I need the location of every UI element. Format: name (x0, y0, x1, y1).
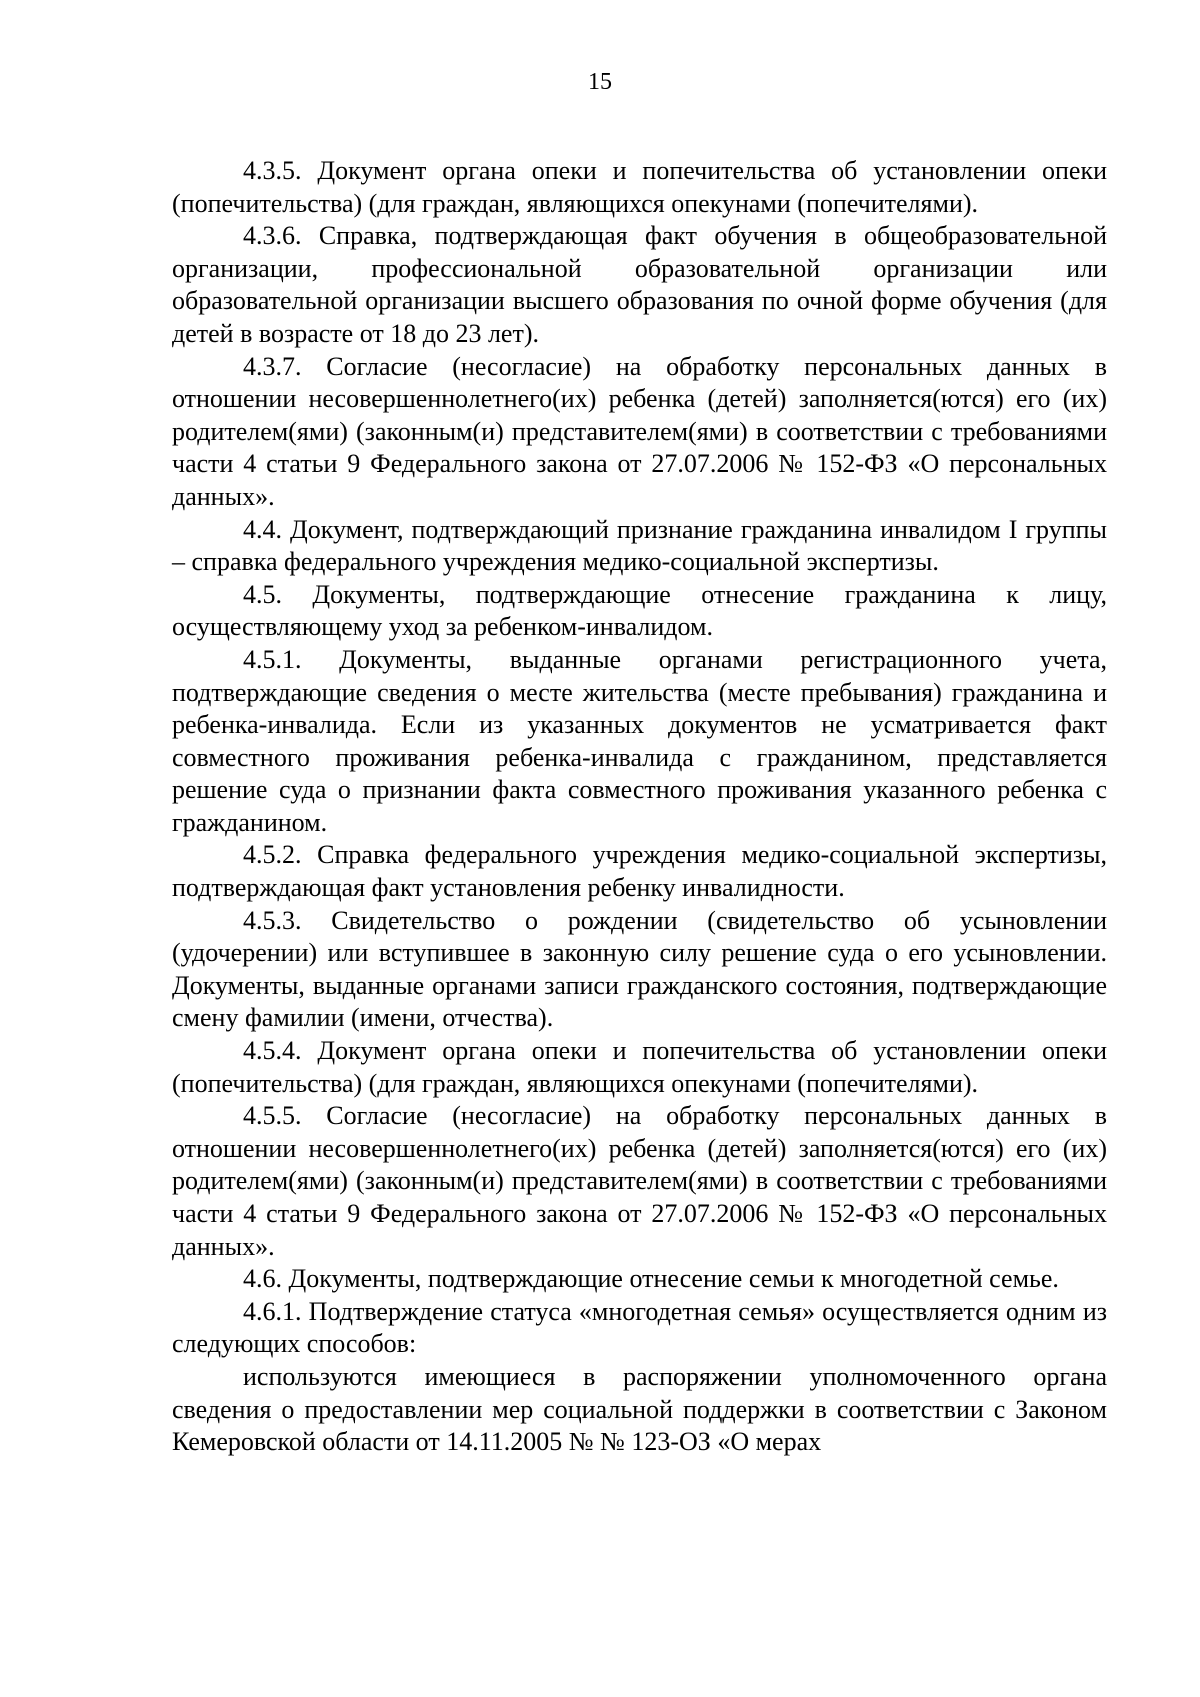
page-number: 15 (588, 69, 612, 95)
paragraph-method-1: используются имеющиеся в распоряжении уполномоченного органа сведения о предоставлении мер социальной поддержки в соответствии с Законом Кемеровской области от 14.11.2005 № № 123-ОЗ «О мерах (172, 1361, 1107, 1457)
paragraph-4-5-2: 4.5.2. Справка федерального учреждения медико-социальной экспертизы, подтверждающая факт установления ребенку инвалидности. (172, 840, 1107, 903)
paragraph-4-5-5: 4.5.5. Согласие (несогласие) на обработку персональных данных в отношении несовершеннолетнего(их) ребенка (детей) заполняется(ются) его (их) родителем(ями) (законным(и) представителем(ями) в соответствии с требованиями части 4 статьи 9 Федерального закона от 27.07.2006 № 152-ФЗ «О персональных данных». (172, 1101, 1107, 1261)
paragraph-4-6: 4.6. Документы, подтверждающие отнесение семьи к многодетной семье. (243, 1264, 1059, 1294)
paragraph-4-3-7: 4.3.7. Согласие (несогласие) на обработку персональных данных в отношении несовершеннолетнего(их) ребенка (детей) заполняется(ются) его (их) родителем(ями) (законным(и) представителем(ями) в соответствии с требованиями части 4 статьи 9 Федерального закона от 27.07.2006 № 152-ФЗ «О персональных данных». (172, 351, 1107, 511)
paragraph-4-4: 4.4. Документ, подтверждающий признание гражданина инвалидом I группы – справка федерального учреждения медико-социальной экспертизы. (172, 514, 1107, 577)
document-body (172, 155, 1107, 1459)
paragraph-4-5: 4.5. Документы, подтверждающие отнесение гражданина к лицу, осуществляющему уход за ребенком-инвалидом. (172, 579, 1107, 642)
paragraph-4-3-5: 4.3.5. Документ органа опеки и попечительства об установлении опеки (попечительства) (для граждан, являющихся опекунами (попечителями). (172, 156, 1107, 218)
paragraph-4-5-1: 4.5.1. Документы, выданные органами регистрационного учета, подтверждающие сведения о месте жительства (месте пребывания) гражданина и ребенка-инвалида. Если из указанных документов не усматривается факт совместного проживания ребенка-инвалида с гражданином, представляется решение суда о признании факта совместного проживания указанного ребенка с гражданином. (172, 644, 1107, 837)
paragraph-4-5-3: 4.5.3. Свидетельство о рождении (свидетельство об усыновлении (удочерении) или вступившее в законную силу решение суда о его усыновлении. Документы, выданные органами записи гражданского состояния, подтверждающие смену фамилии (имени, отчества). (172, 905, 1107, 1033)
paragraph-4-5-4: 4.5.4. Документ органа опеки и попечительства об установлении опеки (попечительства) (для граждан, являющихся опекунами (попечителями). (172, 1036, 1107, 1098)
paragraph-4-6-1: 4.6.1. Подтверждение статуса «многодетная семья» осуществляется одним из следующих способов: (172, 1296, 1107, 1359)
paragraph-4-3-6: 4.3.6. Справка, подтверждающая факт обучения в общеобразовательной организации, профессиональной образовательной организации или образовательной организации высшего образования по очной форме обучения (для детей в возрасте от 18 до 23 лет). (172, 221, 1107, 348)
